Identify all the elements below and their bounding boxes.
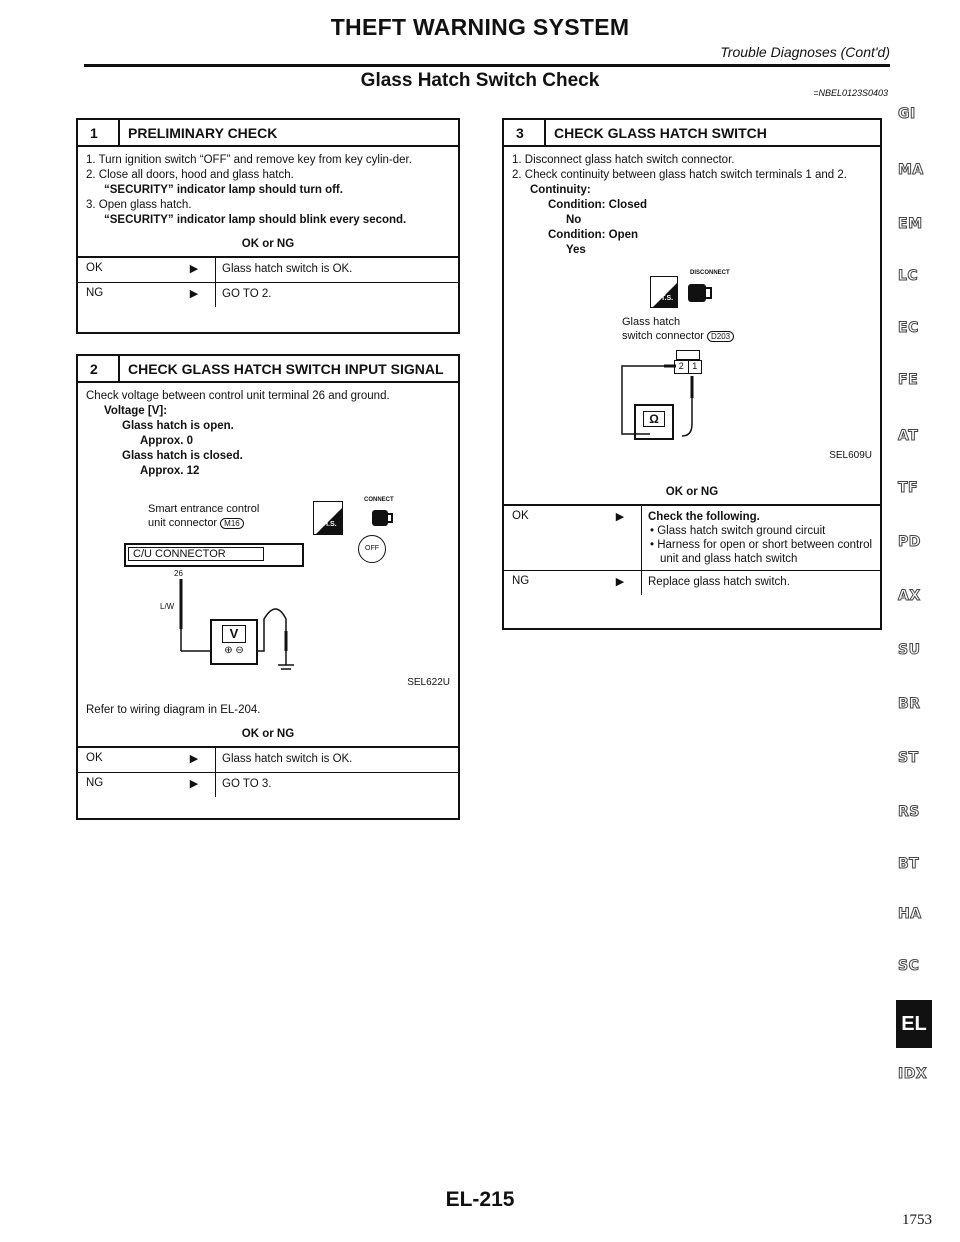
voltmeter-icon [210, 619, 258, 665]
arrow-icon: ▶ [615, 511, 625, 523]
index-tab[interactable]: EM [898, 216, 923, 232]
step-3-header [504, 120, 880, 147]
result-action: GO TO 3. [215, 773, 458, 797]
hatch-switch-icon: H.S. [313, 501, 343, 535]
index-tab[interactable]: TF [898, 480, 919, 496]
wire-color: L/W [160, 602, 175, 611]
value-2: Yes [566, 244, 586, 256]
index-tab[interactable]: RS [898, 804, 920, 820]
index-tab-active[interactable]: EL [896, 1000, 932, 1048]
connector-icon [684, 278, 714, 308]
expected-result: “SECURITY” indicator lamp should blink every second. [104, 214, 407, 226]
value-1: Approx. 0 [140, 435, 194, 447]
result-row-ng [78, 773, 458, 797]
instruction-2: 2. Check continuity between glass hatch switch terminals 1 and 2. [512, 169, 847, 181]
result-action: Replace glass hatch switch. [641, 571, 880, 595]
arrow-icon: ▶ [189, 778, 199, 790]
step-number: 1 [78, 120, 120, 145]
step-2-header [78, 356, 458, 383]
refer-text: Refer to wiring diagram in EL-204. [86, 704, 261, 716]
voltmeter-terminals: ⊕ ⊖ [224, 645, 244, 656]
voltage-label: Voltage [V]: [104, 405, 168, 417]
ohmmeter-symbol: Ω [643, 411, 665, 427]
result-row-ng [504, 571, 880, 595]
connector-code-badge: M16 [220, 518, 244, 529]
result-row-ok [78, 748, 458, 773]
step-3-body [504, 147, 880, 264]
step-title: PRELIMINARY CHECK [128, 125, 278, 141]
figure-reference: SEL622U [407, 677, 450, 688]
index-tab[interactable]: IDX [898, 1066, 928, 1082]
connector-label: unit connector M16 [148, 517, 244, 529]
expected-result: “SECURITY” indicator lamp should turn off. [104, 184, 343, 196]
instruction-1: 1. Turn ignition switch “OFF” and remove key from key cylin-der. [86, 154, 412, 166]
voltage-check-diagram [78, 485, 458, 703]
result-action: Check the following. • Glass hatch switch ground circuit • Harness for open or short between control unit and glass hatch switch [641, 506, 880, 570]
arrow-icon: ▶ [615, 576, 625, 588]
value-2: Approx. 12 [140, 465, 200, 477]
step-title: CHECK GLASS HATCH SWITCH [554, 125, 767, 141]
cu-connector-label: C/U CONNECTOR [128, 547, 264, 561]
step-number: 3 [504, 120, 546, 145]
index-tab[interactable]: EC [898, 320, 919, 336]
index-tab[interactable]: AT [898, 428, 919, 444]
connector-label: switch connector D203 [622, 330, 734, 342]
page-number: 1753 [902, 1212, 932, 1228]
step-2-body [78, 383, 458, 485]
arrow-icon: ▶ [189, 288, 199, 300]
result-label: NG [86, 777, 104, 789]
result-label: OK [86, 752, 103, 764]
index-tab[interactable]: MA [898, 162, 924, 178]
voltmeter-symbol: V [222, 625, 246, 643]
condition-1: Condition: Closed [548, 199, 648, 211]
result-label: NG [512, 575, 530, 587]
index-tab[interactable]: BT [898, 856, 920, 872]
arrow-icon: ▶ [189, 753, 199, 765]
index-tab[interactable]: SC [898, 958, 920, 974]
index-tab[interactable]: ST [898, 750, 919, 766]
step-number: 2 [78, 356, 120, 381]
instruction-text: Check voltage between control unit terminal 26 and ground. [86, 390, 390, 402]
result-action: Glass hatch switch is OK. [215, 258, 458, 282]
result-label: NG [86, 287, 104, 299]
result-row-ng [78, 283, 458, 307]
connector-label: Smart entrance control [148, 503, 260, 515]
step-1-box [76, 118, 460, 334]
connector-housing [676, 350, 700, 360]
continuity-label: Continuity: [530, 184, 591, 196]
value-1: No [566, 214, 582, 226]
index-tab[interactable]: LC [898, 268, 919, 284]
result-action: Glass hatch switch is OK. [215, 748, 458, 772]
connector-label: Glass hatch [622, 316, 681, 328]
step-1-header [78, 120, 458, 147]
connector-code-badge: D203 [707, 331, 734, 342]
step-title: CHECK GLASS HATCH SWITCH INPUT SIGNAL [128, 361, 444, 377]
key-off-icon: OFF [358, 535, 386, 563]
result-action: GO TO 2. [215, 283, 458, 307]
index-tab[interactable]: FE [898, 372, 919, 388]
index-tab[interactable]: HA [898, 906, 922, 922]
instruction-1: 1. Disconnect glass hatch switch connector. [512, 154, 735, 166]
step-1-body [78, 147, 458, 234]
result-label: OK [86, 262, 103, 274]
page-subtitle: Trouble Diagnoses (Cont'd) [720, 44, 890, 60]
section-code: =NBEL0123S0403 [813, 88, 888, 98]
result-label: OK [512, 510, 529, 522]
header-rule [84, 64, 890, 67]
disconnect-label: DISCONNECT [690, 270, 730, 276]
condition-2: Glass hatch is closed. [122, 450, 243, 462]
ok-ng-heading: OK or NG [504, 482, 880, 506]
connector-icon [368, 505, 394, 531]
index-tab[interactable]: BR [898, 696, 921, 712]
cu-connector [124, 543, 304, 567]
ok-ng-heading: OK or NG [78, 724, 458, 748]
ok-ng-heading: OK or NG [78, 234, 458, 258]
index-tab[interactable]: PD [898, 534, 921, 550]
connector-pins: 2 1 [674, 360, 702, 374]
ohmmeter-icon [634, 404, 674, 440]
step-2-box [76, 354, 460, 820]
condition-2: Condition: Open [548, 229, 639, 241]
index-tab[interactable]: GI [898, 106, 916, 122]
index-tab[interactable]: SU [898, 642, 921, 658]
figure-reference: SEL609U [829, 450, 872, 461]
terminal-number: 26 [174, 569, 183, 578]
connect-label: CONNECT [364, 497, 394, 503]
test-switch-icon: T.S. [650, 276, 678, 308]
instruction-2: 2. Close all doors, hood and glass hatch. [86, 169, 294, 181]
page-id: EL-215 [445, 1188, 515, 1211]
step-3-box [502, 118, 882, 630]
index-tab[interactable]: AX [898, 588, 921, 604]
result-row-ok [78, 258, 458, 283]
arrow-icon: ▶ [189, 263, 199, 275]
continuity-check-diagram [504, 264, 880, 482]
condition-1: Glass hatch is open. [122, 420, 234, 432]
section-title: Glass Hatch Switch Check [360, 70, 600, 91]
page-title: THEFT WARNING SYSTEM [330, 14, 630, 40]
instruction-3: 3. Open glass hatch. [86, 199, 192, 211]
result-row-ok [504, 506, 880, 571]
